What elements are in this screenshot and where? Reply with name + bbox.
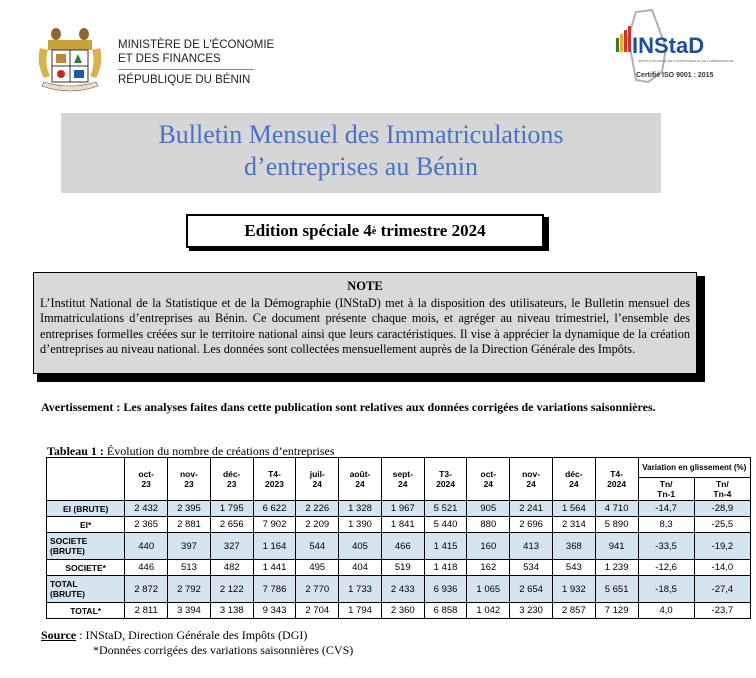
table-cell: -18,5 xyxy=(638,576,694,603)
column-header-part: 2024 xyxy=(436,479,456,489)
table-cell: -28,9 xyxy=(694,501,750,517)
table-cell: 2 881 xyxy=(168,517,211,533)
table-cell: 1 042 xyxy=(467,603,510,619)
table-cell: 2 811 xyxy=(125,603,168,619)
creations-table xyxy=(46,457,751,619)
column-header-part: nov- xyxy=(522,469,541,479)
source-label: Source xyxy=(41,628,77,642)
table-cell: 534 xyxy=(510,560,553,576)
table-header-row xyxy=(47,458,751,501)
table-cell: 495 xyxy=(296,560,339,576)
table-cell: -19,2 xyxy=(694,533,750,560)
table-cell: 2 360 xyxy=(381,603,424,619)
table-cell: 1 418 xyxy=(424,560,467,576)
iso-certification: Certifié ISO 9001 : 2015 xyxy=(636,72,714,79)
column-header-part: 24 xyxy=(526,479,536,489)
svg-text:INSTITUT NATIONAL DE LA STATIS: INSTITUT NATIONAL DE LA STATISTIQUE ET DE LA DÉMOGRAPHIE xyxy=(638,59,734,63)
row-label-part: TOTAL xyxy=(50,579,78,589)
table-cell: 7 786 xyxy=(253,576,296,603)
table-cell: 2 696 xyxy=(510,517,553,533)
column-header-part: 24 xyxy=(569,479,579,489)
column-header-part: 23 xyxy=(184,479,194,489)
column-header-part: 24 xyxy=(355,479,365,489)
table-cell: 2 872 xyxy=(125,576,168,603)
table-cell: 544 xyxy=(296,533,339,560)
variation-title: Variation en glissement (%) xyxy=(639,459,751,478)
table-cell: 327 xyxy=(210,533,253,560)
column-header xyxy=(552,458,595,501)
column-header-part: nov- xyxy=(179,469,198,479)
table-row xyxy=(47,576,751,603)
table-cell: 2 770 xyxy=(296,576,339,603)
table-cell: 941 xyxy=(595,533,638,560)
table-cell: -33,5 xyxy=(638,533,694,560)
table-cell: 8,3 xyxy=(638,517,694,533)
column-header-part: 24 xyxy=(398,479,408,489)
table-cell: 5 440 xyxy=(424,517,467,533)
table-cell: 1 564 xyxy=(552,501,595,517)
table-cell: 4,0 xyxy=(638,603,694,619)
column-header-part: T4- xyxy=(610,469,623,479)
table-cell: 3 230 xyxy=(510,603,553,619)
table-cell: 2 857 xyxy=(552,603,595,619)
table-cell: 1 733 xyxy=(339,576,382,603)
row-label xyxy=(47,533,125,560)
edition-box xyxy=(186,214,544,248)
table-cell: -14,7 xyxy=(638,501,694,517)
variation-subheader-part: Tn-1 xyxy=(657,488,676,499)
ministry-header xyxy=(118,38,274,87)
row-label-part: SOCIETE xyxy=(50,536,88,546)
table-cell: -23,7 xyxy=(694,603,750,619)
table-cell: 160 xyxy=(467,533,510,560)
table-cell: 162 xyxy=(467,560,510,576)
table-cell: 519 xyxy=(381,560,424,576)
column-header xyxy=(510,458,553,501)
variation-header xyxy=(638,458,751,501)
table-cell: 2 432 xyxy=(125,501,168,517)
column-header xyxy=(296,458,339,501)
column-header-part: 23 xyxy=(141,479,151,489)
variation-subheader-part: Tn/ xyxy=(659,478,673,489)
title-line-2: d’entreprises au Bénin xyxy=(244,152,478,181)
column-header xyxy=(595,458,638,501)
table-cell: -14,0 xyxy=(694,560,750,576)
table-cell: 2 433 xyxy=(381,576,424,603)
table-cell: 405 xyxy=(339,533,382,560)
row-label xyxy=(47,560,125,576)
table-row xyxy=(47,560,751,576)
source-block xyxy=(41,628,353,658)
row-label-part: TOTAL* xyxy=(70,605,102,616)
note-box xyxy=(33,272,697,374)
note-panel xyxy=(33,272,705,380)
table-cell: 1 967 xyxy=(381,501,424,517)
bulletin-title xyxy=(61,113,661,193)
column-header-part: oct- xyxy=(138,469,154,479)
ministry-line-3: RÉPUBLIQUE DU BÉNIN xyxy=(118,74,251,86)
row-label-part: EI (BRUTE) xyxy=(62,503,109,514)
table-cell: 9 343 xyxy=(253,603,296,619)
note-heading: NOTE xyxy=(347,279,383,293)
variation-subheader-part: Tn-4 xyxy=(713,488,732,499)
title-line-1: Bulletin Mensuel des Immatriculations xyxy=(158,120,564,149)
column-header xyxy=(424,458,467,501)
table-cell: 2 122 xyxy=(210,576,253,603)
table-cell: 3 138 xyxy=(210,603,253,619)
column-header-part: T3- xyxy=(439,469,452,479)
table-body xyxy=(47,501,751,619)
table-cell: 5 890 xyxy=(595,517,638,533)
column-header-part: 2023 xyxy=(265,479,284,489)
table-header-blank xyxy=(47,458,125,501)
source-text: : INStaD, Direction Générale des Impôts (DGI) xyxy=(76,628,308,642)
column-header-part: 2024 xyxy=(607,479,627,489)
table-cell: 1 164 xyxy=(253,533,296,560)
table-cell: 2 314 xyxy=(552,517,595,533)
column-header xyxy=(467,458,510,501)
edition-banner xyxy=(186,214,548,250)
table-cell: 466 xyxy=(381,533,424,560)
variation-subheader xyxy=(694,477,750,500)
table-row xyxy=(47,501,751,517)
row-label xyxy=(47,517,125,533)
table-caption-label: Tableau 1 : xyxy=(47,444,104,458)
row-label-part: EI* xyxy=(79,519,92,530)
table-cell: 5 651 xyxy=(595,576,638,603)
table-cell: 1 794 xyxy=(339,603,382,619)
column-header xyxy=(168,458,211,501)
table-cell: 2 656 xyxy=(210,517,253,533)
table-cell: 446 xyxy=(125,560,168,576)
row-label-part: (BRUTE) xyxy=(50,546,85,556)
table-cell: 397 xyxy=(168,533,211,560)
table-row xyxy=(47,533,751,560)
variation-subheader-part: Tn/ xyxy=(716,478,729,489)
table-cell: 5 521 xyxy=(424,501,467,517)
table-cell: 2 365 xyxy=(125,517,168,533)
column-header xyxy=(381,458,424,501)
column-header-part: 24 xyxy=(312,479,322,489)
row-label xyxy=(47,576,125,603)
row-label-part: SOCIETE* xyxy=(65,562,106,573)
column-header-part: 24 xyxy=(483,479,494,489)
table-row xyxy=(47,517,751,533)
table-cell: 1 795 xyxy=(210,501,253,517)
table-row xyxy=(47,603,751,619)
table-cell: -12,6 xyxy=(638,560,694,576)
table-cell: 1 065 xyxy=(467,576,510,603)
table-cell: 1 932 xyxy=(552,576,595,603)
benin-coat-of-arms-logo xyxy=(34,26,106,96)
edition-superscript: è xyxy=(371,225,377,237)
table-cell: 4 710 xyxy=(595,501,638,517)
table-cell: 1 239 xyxy=(595,560,638,576)
table-caption-text: Évolution du nombre de créations d’entreprises xyxy=(103,444,335,458)
table-cell: 2 395 xyxy=(168,501,211,517)
table-cell: 543 xyxy=(552,560,595,576)
ministry-divider xyxy=(118,69,254,70)
row-label xyxy=(47,501,125,517)
table-cell: 6 936 xyxy=(424,576,467,603)
table-cell: 413 xyxy=(510,533,553,560)
column-header-part: oct- xyxy=(480,469,497,479)
column-header xyxy=(339,458,382,501)
table-cell: 1 328 xyxy=(339,501,382,517)
column-header-part: déc- xyxy=(222,469,241,479)
table-cell: -25,5 xyxy=(694,517,750,533)
svg-text:INStaD: INStaD xyxy=(632,33,705,58)
table-cell: 2 209 xyxy=(296,517,339,533)
table-cell: 1 415 xyxy=(424,533,467,560)
ministry-line-2: ET DES FINANCES xyxy=(118,53,221,65)
column-header-part: T4- xyxy=(268,469,281,479)
table-cell: 482 xyxy=(210,560,253,576)
warning-text: Avertissement : Les analyses faites dans cette publication sont relatives aux données corrigées de variations saisonnières. xyxy=(41,400,656,414)
column-header-part: 23 xyxy=(226,479,237,489)
table-cell: 513 xyxy=(168,560,211,576)
table-cell: 1 841 xyxy=(381,517,424,533)
table-cell: 7 902 xyxy=(253,517,296,533)
table-cell: 2 792 xyxy=(168,576,211,603)
column-header-part: août- xyxy=(349,469,371,479)
table-cell: 2 241 xyxy=(510,501,553,517)
table-cell: 6 858 xyxy=(424,603,467,619)
ministry-line-1: MINISTÈRE DE L'ÉCONOMIE xyxy=(118,39,275,51)
table-cell: 1 441 xyxy=(253,560,296,576)
edition-suffix: trimestre 2024 xyxy=(376,221,486,240)
column-header xyxy=(210,458,253,501)
table-cell: 7 129 xyxy=(595,603,638,619)
column-header-part: déc- xyxy=(565,469,583,479)
cvs-note: *Données corrigées des variations saisonnières (CVS) xyxy=(93,643,354,657)
table-cell: 905 xyxy=(467,501,510,517)
table-cell: 404 xyxy=(339,560,382,576)
table-cell: 880 xyxy=(467,517,510,533)
row-label xyxy=(47,603,125,619)
table-cell: 3 394 xyxy=(168,603,211,619)
table-cell: 2 226 xyxy=(296,501,339,517)
column-header xyxy=(125,458,168,501)
column-header-part: juil- xyxy=(309,469,325,479)
table-cell: 368 xyxy=(552,533,595,560)
table-cell: 2 654 xyxy=(510,576,553,603)
table-cell: 6 622 xyxy=(253,501,296,517)
table-cell: 2 704 xyxy=(296,603,339,619)
row-label-part: (BRUTE) xyxy=(50,589,85,599)
column-header-part: sept- xyxy=(392,469,413,479)
edition-prefix: Edition spéciale 4 xyxy=(244,221,372,240)
variation-subheader xyxy=(639,477,695,500)
column-header xyxy=(253,458,296,501)
table-cell: -27,4 xyxy=(694,576,750,603)
table-cell: 1 390 xyxy=(339,517,382,533)
table-cell: 440 xyxy=(125,533,168,560)
note-text: L’Institut National de la Statistique et de la Démographie (INStaD) met à la disposition des utilisateurs, le Bulletin mensuel des Immatriculations d’entreprises au Bénin. Ce document présente chaque mois, et agréger au niveau trimestriel, l’ensemble des entreprises formelles créées sur le territoire national ainsi que leurs caractéristiques. Il vise à apprécier la dynamique de la création d’entreprises au niveau national. Les données sont collectées mensuellement auprès de la Direction Générale des Impôts. xyxy=(40,296,690,356)
